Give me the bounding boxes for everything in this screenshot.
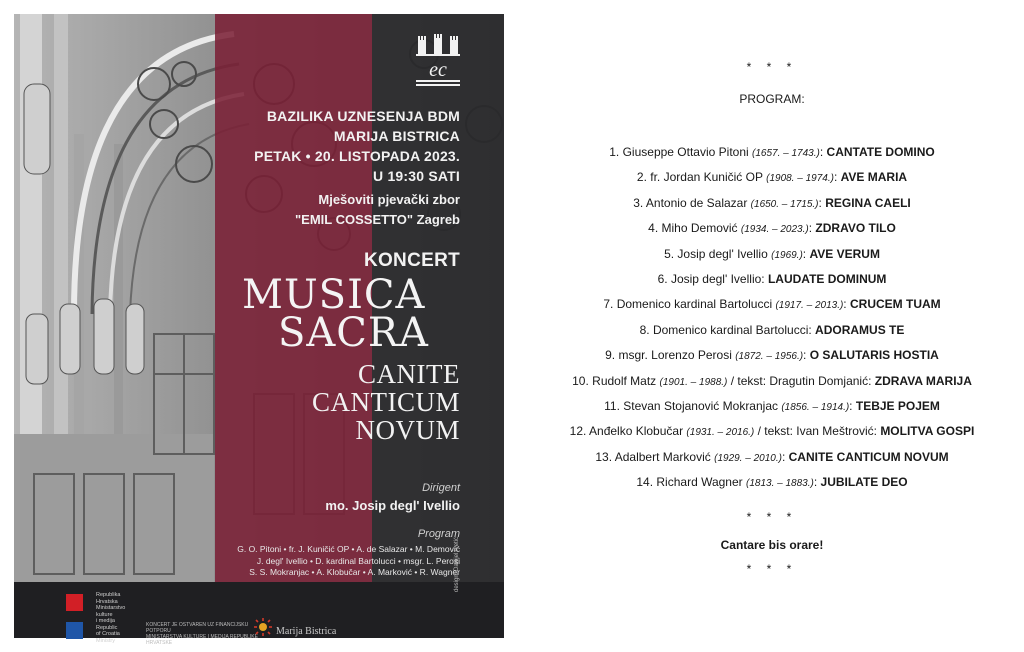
item-years: (1901. – 1988.)	[659, 376, 728, 388]
ministry-line: Hrvatska	[96, 598, 118, 605]
poster-program-line: G. O. Pitoni • fr. J. Kuničić OP • A. de Salazar • M. Demović	[237, 544, 460, 554]
item-number: 5.	[664, 246, 675, 261]
item-composer: Domenico kardinal Bartolucci	[616, 297, 773, 312]
item-title: TEBJE POJEM	[855, 398, 940, 413]
item-composer: Miho Demović	[661, 221, 738, 236]
musica-sacra-title	[242, 272, 462, 356]
venue-block	[254, 106, 460, 186]
program-item	[520, 267, 1024, 292]
date-line: PETAK • 20. LISTOPADA 2023.	[254, 148, 460, 164]
subtitle-line: CANTICUM	[311, 387, 460, 417]
sponsor-logo-text: Marija Bistrica	[276, 626, 337, 637]
item-years: (1929. – 2010.)	[714, 452, 782, 464]
item-number: 9.	[605, 348, 616, 363]
ministry-line: kulture	[96, 611, 113, 618]
program-item	[520, 419, 1024, 444]
item-composer: Richard Wagner	[656, 475, 743, 490]
program-item	[520, 165, 1024, 190]
item-number: 4.	[648, 221, 659, 236]
item-separator: :	[849, 398, 853, 413]
item-title: REGINA CAELI	[825, 195, 911, 210]
item-separator: :	[803, 348, 807, 363]
ministry-line: i medija	[96, 618, 115, 624]
croatia-red-square-icon	[66, 594, 83, 611]
stars-divider-top: * * *	[746, 60, 798, 74]
subtitle-line: CANITE	[358, 359, 460, 389]
closing-motto: Cantare bis orare!	[720, 538, 824, 552]
item-composer: Josip degl' Ivellio	[670, 271, 762, 286]
item-title: CANITE CANTICUM NOVUM	[788, 449, 949, 464]
item-years: (1931. – 2016.)	[686, 427, 755, 439]
item-years: (1908. – 1974.)	[766, 173, 834, 185]
choir-block	[295, 190, 460, 230]
item-number: 10.	[572, 373, 589, 388]
program-item	[520, 242, 1024, 267]
ministry-line: Republika	[96, 592, 121, 598]
item-title: AVE VERUM	[809, 246, 880, 261]
item-separator: :	[819, 145, 824, 159]
item-number: 7.	[603, 297, 614, 312]
poster-program-list	[237, 544, 460, 579]
item-title: ADORAMUS TE	[815, 322, 905, 337]
program-item	[520, 394, 1024, 419]
ministry-text	[96, 592, 136, 644]
item-composer: Josip degl' Ivellio	[677, 246, 768, 261]
poster-program-line: J. degl' Ivellio • D. kardinal Bartolucci • msgr. L. Perosi	[256, 555, 460, 566]
stars-divider-bottom: * * *	[746, 562, 798, 576]
program-item	[520, 191, 1024, 216]
program-item	[520, 292, 1024, 317]
item-number: 14.	[636, 475, 654, 490]
program-list	[520, 140, 1024, 495]
item-title: MOLITVA GOSPI	[880, 424, 975, 439]
item-composer: Antonio de Salazar	[645, 195, 748, 210]
item-number: 6.	[657, 271, 668, 286]
item-separator: :	[818, 195, 822, 210]
item-separator: :	[808, 221, 813, 236]
item-number: 8.	[639, 322, 650, 337]
item-years: (1813. – 1883.)	[746, 478, 814, 490]
program-item	[520, 343, 1024, 368]
item-composer: Stevan Stojanović Mokranjac	[623, 398, 778, 413]
item-number: 12.	[569, 424, 587, 439]
ec-castle-logo-icon	[414, 30, 462, 88]
svg-text:ec: ec	[429, 59, 447, 81]
item-composer: Domenico kardinal Bartolucci	[652, 322, 809, 337]
funding-line: KONCERT JE OSTVAREN UZ FINANCIJSKU POTPORU	[146, 622, 249, 634]
program-label: Program	[417, 528, 460, 540]
choir-name: "EMIL COSSETTO" Zagreb	[295, 212, 460, 227]
item-title: CRUCEM TUAM	[849, 297, 941, 312]
item-title: ZDRAVA MARIJA	[874, 373, 972, 388]
funding-note	[146, 622, 268, 646]
dirigent-name: mo. Josip degl' Ivellio	[325, 498, 460, 513]
ministry-line: Republic	[96, 624, 118, 631]
program-item	[520, 318, 1024, 343]
program-heading: PROGRAM:	[739, 92, 805, 106]
item-title: AVE MARIA	[840, 170, 908, 185]
subtitle-line: NOVUM	[355, 415, 460, 445]
item-years: (1872. – 1956.)	[735, 351, 804, 363]
item-composer: msgr. Lorenzo Perosi	[618, 348, 732, 363]
koncert-heading: KONCERT	[363, 250, 460, 271]
item-separator: :	[761, 271, 765, 286]
item-separator: / tekst: Ivan Meštrović:	[757, 424, 877, 439]
program-item	[520, 216, 1024, 241]
item-years: (1657. – 1743.)	[752, 148, 820, 159]
ministry-line: of Croatia	[96, 631, 120, 637]
item-separator: :	[802, 246, 807, 261]
program-item	[520, 470, 1024, 495]
item-title: CANTATE DOMINO	[826, 145, 935, 159]
item-separator: :	[781, 449, 786, 464]
venue-line: BAZILIKA UZNESENJA BDM	[266, 108, 460, 124]
choir-line: Mješoviti pjevački zbor	[318, 192, 460, 207]
item-years: (1934. – 2023.)	[740, 224, 809, 236]
time-line: U 19:30 SATI	[373, 168, 460, 184]
item-number: 11.	[604, 398, 620, 413]
item-composer: Giuseppe Ottavio Pitoni	[622, 145, 749, 159]
item-separator: :	[808, 322, 812, 337]
item-composer: Anđelko Klobučar	[589, 424, 684, 439]
item-title: ZDRAVO TILO	[815, 221, 896, 236]
item-separator: :	[843, 297, 847, 312]
funding-line: MINISTARSTVA KULTURE I MEDIJA REPUBLIKE HRVATSKE	[146, 634, 258, 646]
item-composer: Rudolf Matz	[592, 373, 657, 388]
program-item	[520, 445, 1024, 470]
dirigent-label: Dirigent	[422, 482, 460, 494]
item-separator: :	[833, 170, 838, 185]
item-years: (1969.)	[771, 249, 803, 261]
ministry-line: Ministry	[96, 637, 115, 644]
item-title: LAUDATE DOMINUM	[767, 271, 887, 286]
sun-logo-icon	[254, 618, 272, 636]
program-page	[520, 0, 1024, 652]
item-number: 13.	[595, 449, 613, 464]
item-separator: / tekst: Dragutin Domjanić:	[730, 373, 872, 388]
croatia-blue-square-icon	[66, 622, 83, 639]
venue-line: MARIJA BISTRICA	[333, 128, 460, 144]
title-line-1: MUSICA	[242, 272, 426, 318]
canite-subtitle	[312, 360, 460, 444]
item-years: (1856. – 1914.)	[781, 401, 850, 413]
poster-program-line: S. S. Mokranjac • A. Klobučar • A. Marković • R. Wagner	[249, 567, 460, 577]
program-item	[520, 140, 1024, 165]
item-title: O SALUTARIS HOSTIA	[809, 348, 939, 363]
ministry-line: Ministarstvo	[96, 605, 126, 611]
item-number: 1.	[609, 145, 620, 159]
stars-divider-middle: * * *	[746, 510, 798, 524]
item-number: 3.	[633, 195, 644, 210]
title-line-2: SACRA	[278, 310, 429, 356]
item-years: (1917. – 2013.)	[775, 300, 844, 312]
program-item	[520, 369, 1024, 394]
item-years: (1650. – 1715.)	[750, 198, 819, 210]
item-number: 2.	[636, 170, 647, 185]
design-credit: design: Danijel Ivetić	[454, 536, 460, 592]
concert-poster	[14, 14, 504, 646]
item-title: JUBILATE DEO	[820, 475, 908, 490]
item-separator: :	[813, 475, 818, 490]
item-composer: fr. Jordan Kuničić OP	[650, 170, 763, 185]
item-composer: Adalbert Marković	[614, 449, 711, 464]
